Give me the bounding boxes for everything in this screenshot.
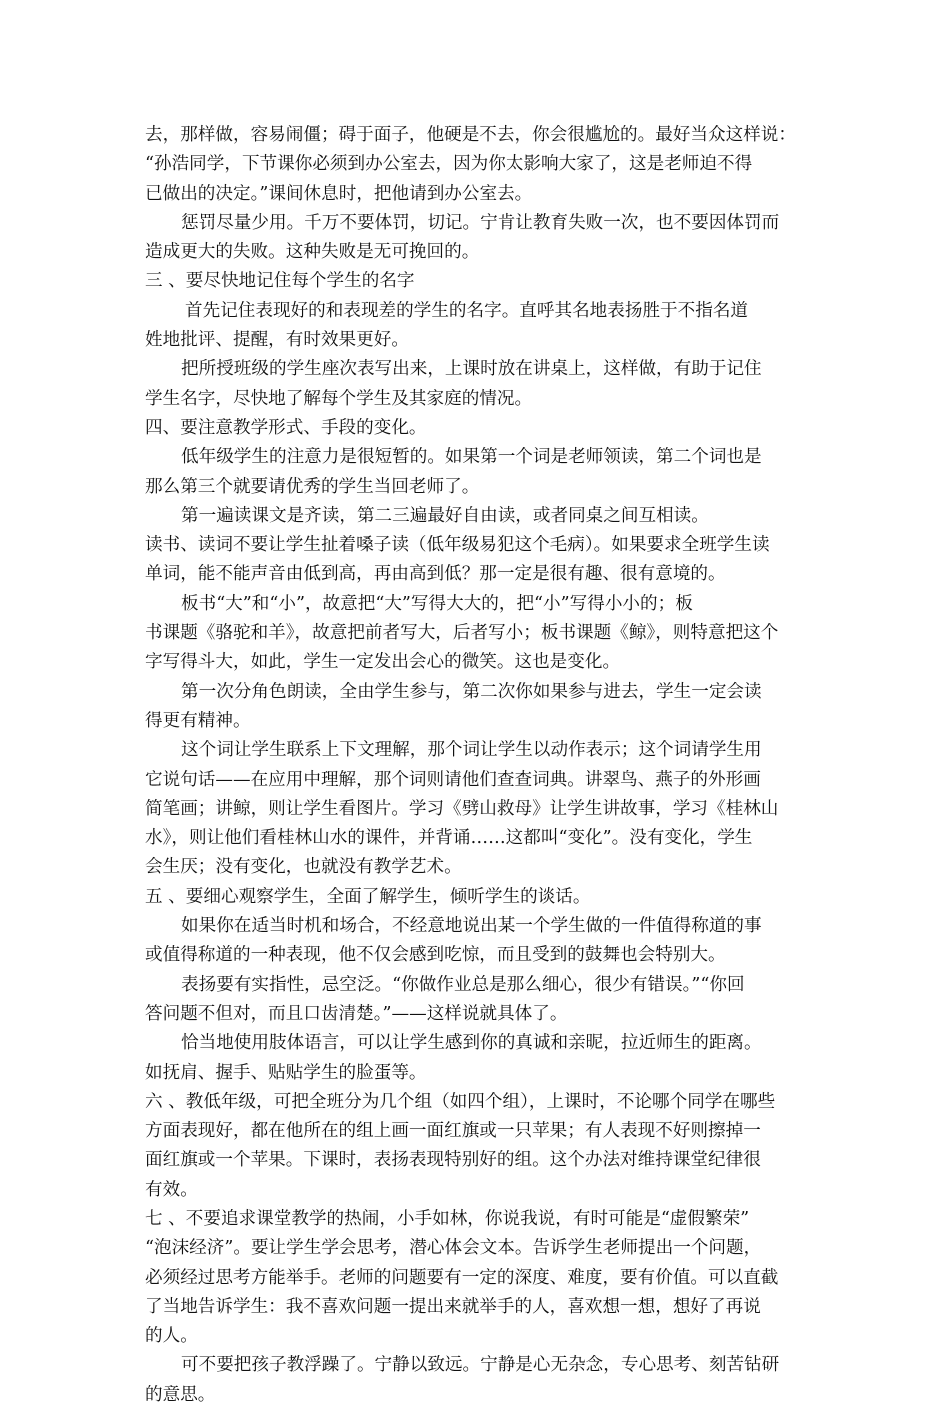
- text-line: 如抚肩、握手、贴贴学生的脸蛋等。: [145, 1062, 427, 1083]
- text-line: 去，那样做，容易闹僵；碍于面子，他硬是不去，你会很尴尬的。最好当众这样说：: [145, 125, 796, 145]
- section-heading: 七 、不要追求课堂教学的热闹，小手如林，你说我说，有时可能是“虚假繁荣”: [145, 1208, 750, 1229]
- paragraph-start: 恰当地使用肢体语言，可以让学生感到你的真诚和亲昵，拉近师生的距离。: [181, 1033, 762, 1054]
- text-line: 答问题不但对，而且口齿清楚。”——这样说就具体了。: [145, 1003, 568, 1024]
- text-line: 面红旗或一个苹果。下课时，表扬表现特别好的组。这个办法对维持课堂纪律很: [145, 1150, 761, 1171]
- paragraph-start: 惩罚尽量少用。千万不要体罚，切记。宁肯让教育失败一次，也不要因体罚而: [181, 212, 780, 233]
- paragraph-start: 如果你在适当时机和场合，不经意地说出某一个学生做的一件值得称道的事: [181, 916, 762, 937]
- paragraph-start: 低年级学生的注意力是很短暂的。如果第一个词是老师领读，第二个词也是: [181, 447, 762, 468]
- text-line: 单词，能不能声音由低到高，再由高到低？那一定是很有趣、很有意境的。: [145, 564, 726, 585]
- text-line: “泡沫经济”。要让学生学会思考，潜心体会文本。告诉学生老师提出一个问题，: [145, 1238, 762, 1259]
- paragraph-start: 把所授班级的学生座次表写出来，上课时放在讲桌上，这样做，有助于记住: [181, 359, 762, 380]
- text-line: 水》，则让他们看桂林山水的课件，并背诵……这都叫“变化”。没有变化，学生: [145, 828, 753, 849]
- text-line: 的人。: [145, 1326, 198, 1347]
- text-line: 书课题《骆驼和羊》，故意把前者写大，后者写小；板书课题《鲸》，则特意把这个: [145, 623, 779, 644]
- text-line: 姓地批评、提醒，有时效果更好。: [145, 330, 409, 351]
- text-line: 那么第三个就要请优秀的学生当回老师了。: [145, 476, 480, 497]
- text-line: 学生名字，尽快地了解每个学生及其家庭的情况。: [145, 388, 533, 409]
- paragraph-start: 第一遍读课文是齐读，第二三遍最好自由读，或者同桌之间互相读。: [181, 505, 709, 526]
- paragraph-start: 可不要把孩子教浮躁了。宁静以致远。宁静是心无杂念，专心思考、刻苦钻研: [181, 1355, 780, 1376]
- text-line: 读书、读词不要让学生扯着嗓子读（低年级易犯这个毛病）。如果要求全班学生读: [145, 535, 770, 556]
- section-heading: 六 、教低年级，可把全班分为几个组（如四个组），上课时，不论哪个同学在哪些: [145, 1091, 776, 1112]
- paragraph-start: 板书“大”和“小”，故意把“大”写得大大的，把“小”写得小小的；板: [181, 593, 693, 614]
- text-line: 的意思。: [145, 1384, 216, 1405]
- text-line: 简笔画；讲鲸，则让学生看图片。学习《劈山救母》让学生讲故事，学习《桂林山: [145, 798, 779, 819]
- text-line: 或值得称道的一种表现，他不仅会感到吃惊，而且受到的鼓舞也会特别大。: [145, 945, 726, 966]
- section-heading: 三 、要尽快地记住每个学生的名字: [145, 271, 415, 292]
- text-line: 造成更大的失败。这种失败是无可挽回的。: [145, 242, 480, 263]
- paragraph-start: 第一次分角色朗读，全由学生参与，第二次你如果参与进去，学生一定会读: [181, 681, 762, 702]
- text-line: 已做出的决定。”课间休息时，把他请到办公室去。: [145, 183, 533, 204]
- paragraph-start: 这个词让学生联系上下文理解，那个词让学生以动作表示；这个词请学生用: [181, 740, 762, 761]
- paragraph-start: 表扬要有实指性，忌空泛。“你做作业总是那么细心，很少有错误。”“你回: [181, 974, 745, 995]
- text-line: “孙浩同学，下节课你必须到办公室去，因为你太影响大家了，这是老师迫不得: [145, 154, 753, 175]
- text-line: 它说句话——在应用中理解，那个词则请他们查查词典。讲翠鸟、燕子的外形画: [145, 769, 761, 790]
- body-text: [145, 121, 815, 1410]
- text-line: 必须经过思考方能举手。老师的问题要有一定的深度、难度，要有价值。可以直截: [145, 1267, 779, 1288]
- text-line: 会生厌；没有变化，也就没有教学艺术。: [145, 857, 462, 878]
- text-line: 方面表现好，都在他所在的组上画一面红旗或一只苹果；有人表现不好则擦掉一: [145, 1121, 761, 1142]
- section-heading: 四、要注意教学形式、手段的变化。: [145, 417, 427, 438]
- text-line: 有效。: [145, 1179, 198, 1200]
- text-line: 得更有精神。: [145, 710, 251, 731]
- text-line: 字写得斗大，如此，学生一定发出会心的微笑。这也是变化。: [145, 652, 621, 673]
- text-line: 了当地告诉学生：我不喜欢问题一提出来就举手的人，喜欢想一想，想好了再说: [145, 1296, 761, 1317]
- paragraph-start: 首先记住表现好的和表现差的学生的名字。直呼其名地表扬胜于不指名道: [185, 300, 749, 321]
- section-heading: 五 、要细心观察学生，全面了解学生，倾听学生的谈话。: [145, 886, 591, 907]
